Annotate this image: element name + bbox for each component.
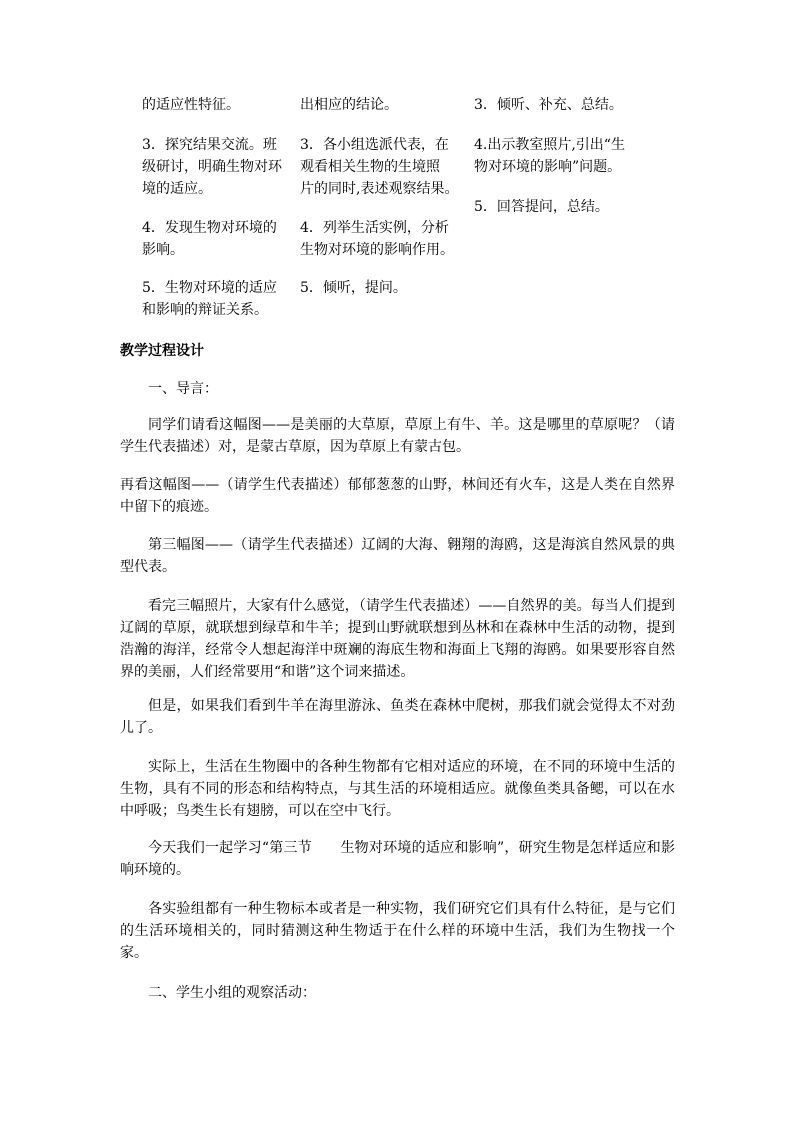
table-cell: 的适应性特征。 <box>142 97 240 113</box>
table-cell: 3．各小组选派代表，在 <box>300 137 449 153</box>
intro-heading: 一、导言： <box>148 381 218 397</box>
table-cell: 3．倾听、补充、总结。 <box>474 97 623 113</box>
table-cell: 境的适应。 <box>142 181 212 197</box>
table-cell: 4．列举生活实例，分析 <box>300 220 449 236</box>
table-cell: 5．倾听，提问。 <box>300 280 407 296</box>
section-title: 教学过程设计 <box>120 343 204 359</box>
table-cell: 物对环境的影响”问题。 <box>474 159 622 175</box>
paragraph: 但是，如果我们看到牛羊在海里游泳、鱼类在森林中爬树，那我们就会觉得太不对劲儿了。 <box>120 698 675 736</box>
table-cell: 和影响的辩证关系。 <box>142 302 268 318</box>
paragraph: 今天我们一起学习“第三节 生物对环境的适应和影响”，研究生物是怎样适应和影响环境的。 <box>120 840 675 878</box>
paragraph: 同学们请看这幅图——是美丽的大草原，草原上有牛、羊。这是哪里的草原呢？（请学生代表描述）对，是蒙古草原，因为草原上有蒙古包。 <box>120 417 675 455</box>
table-cell: 级研讨，明确生物对环 <box>142 159 282 175</box>
paragraph: 再看这幅图——（请学生代表描述）郁郁葱葱的山野，林间还有火车，这是人类在自然界中留下的痕迹。 <box>120 477 675 515</box>
paragraph: 各实验组都有一种生物标本或者是一种实物，我们研究它们具有什么特征，是与它们的生活环境相关的，同时猜测这种生物适于在什么样的环境中生活，我们为生物找一个家。 <box>120 901 675 961</box>
table-cell: 出相应的结论。 <box>300 97 398 113</box>
table-cell: 5．生物对环境的适应 <box>142 280 277 296</box>
table-cell: 4.出示教室照片,引出“生 <box>474 137 625 153</box>
paragraph: 第三幅图——（请学生代表描述）辽阔的大海、翱翔的海鸥，这是海滨自然风景的典型代表。 <box>120 537 675 575</box>
table-cell: 影响。 <box>142 242 184 258</box>
table-cell: 5．回答提问，总结。 <box>474 199 609 215</box>
activity-heading: 二、学生小组的观察活动： <box>148 985 316 1001</box>
paragraph: 看完三幅照片，大家有什么感觉，（请学生代表描述）——自然界的美。每当人们提到辽阔的草原，就联想到绿草和牛羊；提到山野就联想到丛林和在森林中生活的动物，提到浩瀚的海洋，经常令人想起海洋中斑斓的海底生物和海面上飞翔的海鸥。如果要形容自然界的美丽，人们经常要用“和谐”这个词来描述。 <box>120 598 675 680</box>
table-cell: 3．探究结果交流。班 <box>142 137 277 153</box>
table-cell: 4．发现生物对环境的 <box>142 220 277 236</box>
table-cell: 生物对环境的影响作用。 <box>300 242 454 258</box>
paragraph: 实际上，生活在生物圈中的各种生物都有它相对适应的环境，在不同的环境中生活的生物，具有不同的形态和结构特点，与其生活的环境相适应。就像鱼类具备鳃，可以在水中呼吸；鸟类生长有翅膀，可以在空中飞行。 <box>120 759 675 819</box>
table-cell: 观看相关生物的生境照 <box>300 159 440 175</box>
table-cell: 片的同时,表述观察结果。 <box>300 181 459 197</box>
